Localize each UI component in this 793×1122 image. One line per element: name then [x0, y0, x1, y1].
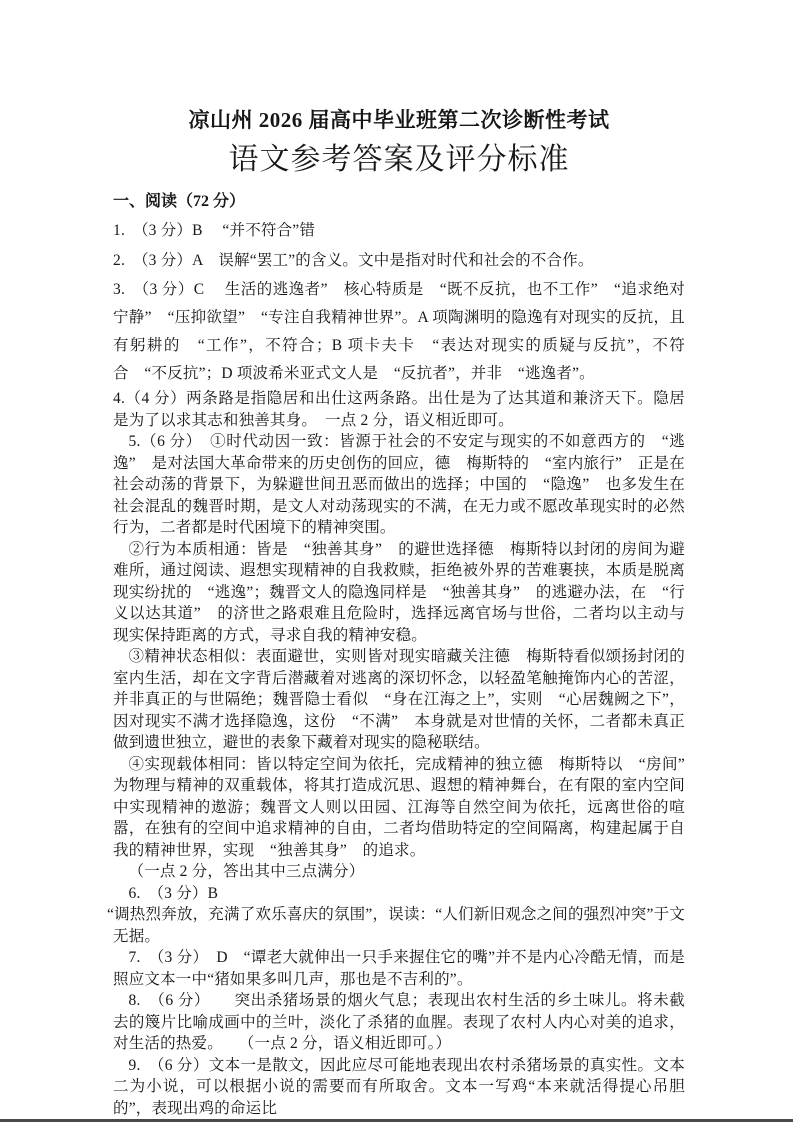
- answer-item-3: 3. （3 分）C 生活的逃逸者” 核心特质是 “既不反抗，也不工作” “追求绝对宁静” “压抑欲望” “专注自我精神世界”。A 项陶渊明的隐逸有对现实的反抗，且有躬耕的 “工作”，不符合；B 项卡夫卡 “表达对现实的质疑与反抗”，不符合 “不反抗”；D 项波希米亚式文人是 “反抗者”，并非 “逃逸者”。: [113, 281, 685, 382]
- answer-item-6: 6. （3 分）B: [128, 884, 219, 902]
- answer-item-1: 1. （3 分）B “并不符合”错: [113, 222, 316, 239]
- document-content: [107, 0, 701, 1119]
- answer-item-4: 4.（4 分）两条路是指隐居和出仕这两条路。出仕是为了达其道和兼济天下。隐居是为了以求其志和独善其身。 一点 2 分，语义相近即可。: [113, 390, 685, 429]
- answer-key-title: 语文参考答案及评分标准: [228, 143, 570, 176]
- answer-item-5-point-4: ④实现载体相同：皆以特定空间为依托，完成精神的独立德 梅斯特以 “房间” 为物理与精神的双重载体，将其打造成沉思、遐想的精神舞台，在有限的室内空间中实现精神的遨游；魏晋文人则以田园、江海等自然空间为依托，远离世俗的喧嚣，在独有的空间中追求精神的自由，二者均借助特定的空间隔离，构建起属于自我的精神世界，实现 “独善其身” 的追求。: [113, 755, 701, 859]
- answer-item-5-point-2: ②行为本质相通：皆是 “独善其身” 的避世选择德 梅斯特以封闭的房间为避难所，通过阅读、遐想实现精神的自我救赎，拒绝被外界的苦难裹挟，本质是脱离现实纷扰的 “逃逸”；魏晋文人的隐逸同样是 “独善其身” 的逃避办法，在 “行义以达其道” 的济世之路艰难且危险时，选择远离官场与世俗，二者均以主动与现实保持距离的方式，寻求自我的精神安稳。: [113, 540, 685, 644]
- answer-item-5-point-1: 5.（6 分） ①时代动因一致：皆源于社会的不安定与现实的不如意西方的 “逃逸” 是对法国大革命带来的历史创伤的回应，德 梅斯特的 “室内旅行” 正是在社会动荡的背景下，为躲避世间丑恶而做出的选择；中国的 “隐逸” 也多发生在社会混乱的魏晋时期，是文人对动荡现实的不满，在无力或不愿改革现实时的必然行为，二者都是时代困境下的精神突围。: [113, 433, 685, 536]
- answer-item-5-point-3: ③精神状态相似：表面避世，实则皆对现实暗藏关注德 梅斯特看似颂扬封闭的室内生活，却在文字背后潜藏着对逃离的深切怀念，以轻盈笔触掩饰内心的苦涩，并非真正的与世隔绝；魏晋隐士看似 “身在江海之上”，实则 “心居魏阙之下”，因对现实不满才选择隐逸，这份 “不满” 本身就是对世情的关怀，二者都未真正做到遗世独立，避世的表象下藏着对现实的隐秘联结。: [113, 648, 685, 751]
- answer-item-5-scoring-note: （一点 2 分，答出其中三点满分）: [128, 863, 365, 880]
- answer-item-2: 2. （3 分）A 误解“罢工”的含义。文中是指对时代和社会的不合作。: [113, 252, 594, 269]
- answer-item-7: 7. （3 分） D “谭老大就伸出一只手来握住它的嘴”并不是内心冷酷无情，而是照应文本一中“猪如果多叫几声，那也是不吉利的”。: [113, 949, 685, 988]
- answer-item-6-detail: “调热烈奔放，充满了欢乐喜庆的氛围”，误读：“人们新旧观念之间的强烈冲突”于文无据。: [107, 906, 685, 945]
- answer-item-9: 9. （6 分）文本一是散文，因此应尽可能地表现出农村杀猪场景的真实性。文本二为小说，可以根据小说的需要而有所取舍。文本一写鸡“本来就活得提心吊胆的”，表现出鸡的命运比: [113, 1056, 685, 1117]
- section-heading-reading: 一、阅读（72 分）: [113, 193, 246, 210]
- answer-item-8: 8. （6 分） 突出杀猪场景的烟火气息；表现出农村生活的乡土味儿。将未截去的篾片比喻成画中的兰叶，淡化了杀猪的血腥。表现了农村人内心对美的追求，对生活的热爱。 （一点 2 分，语义相近即可。）: [113, 992, 685, 1052]
- exam-title: 凉山州 2026 届高中毕业班第二次诊断性考试: [188, 108, 610, 132]
